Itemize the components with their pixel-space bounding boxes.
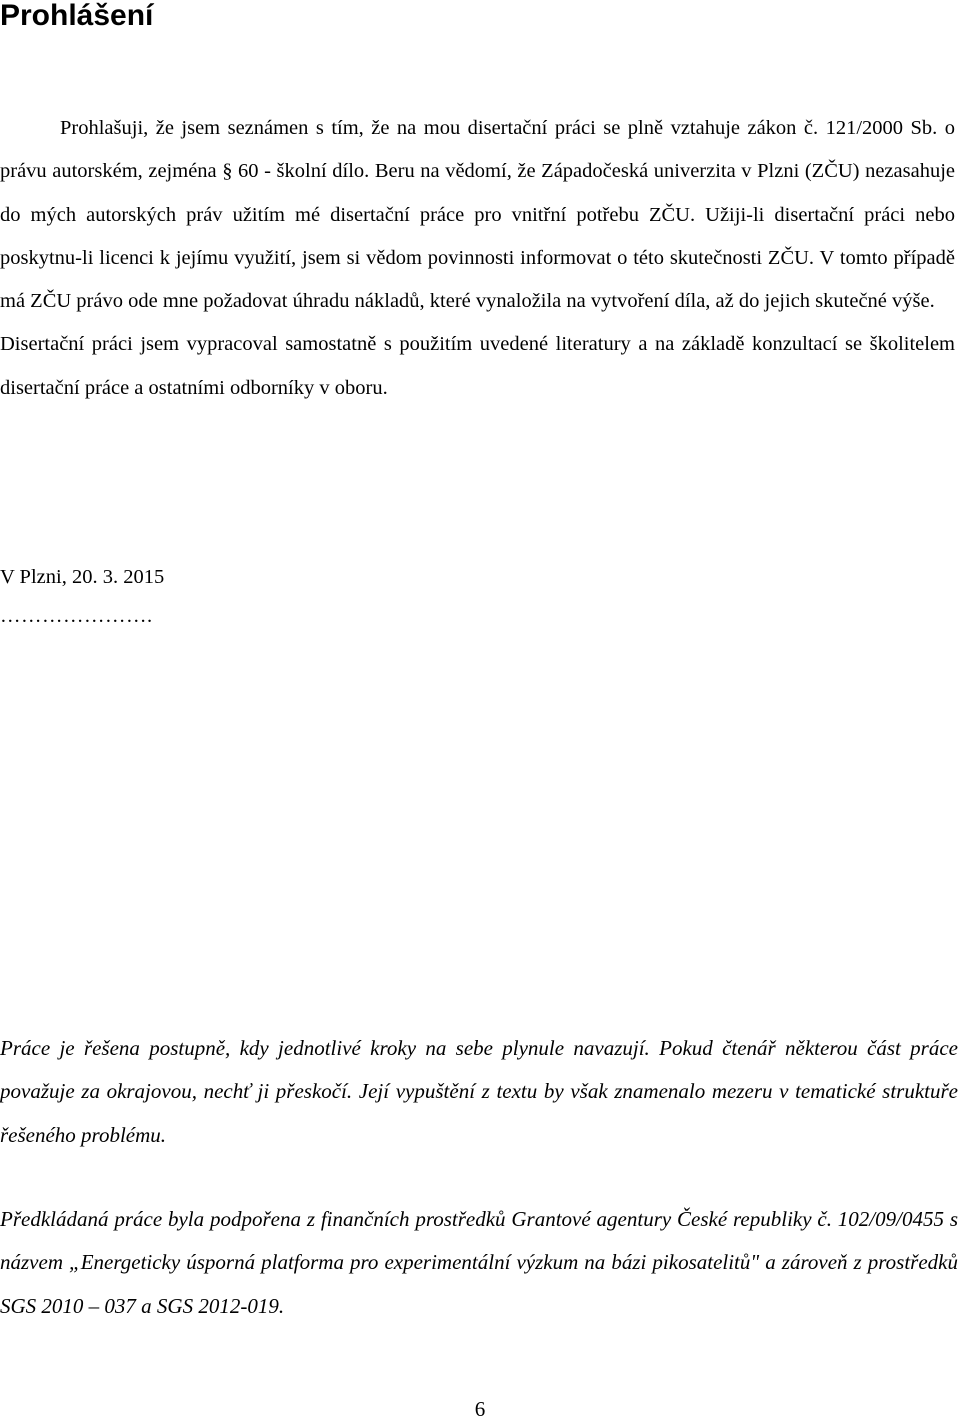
declaration-paragraph-copyright: Prohlašuji, že jsem seznámen s tím, že na mou disertační práci se plně vztahuje zákon č. 121/2000 Sb. o právu autorském, zejména § 60 - školní dílo. Beru na vědomí, že Západočeská univerzita v Plzni (ZČU) nezasahuje do mých autorských práv užitím mé disertační práce pro vnitřní potřebu ZČU. Užiji-li disertační práci nebo poskytnu-li licenci k jejímu využití, jsem si vědom povinnosti informovat o této skutečnosti ZČU. V tomto případě má ZČU právo ode mne požadovat úhradu nákladů, které vynaložila na vytvoření díla, až do jejich skutečné výše. xyxy=(0,117,955,313)
reading-note: Práce je řešena postupně, kdy jednotlivé kroky na sebe plynule navazují. Pokud čtenář některou část práce považuje za okrajovou, nechť ji přeskočí. Její vypuštění z textu by však znamenalo mezeru v tematické struktuře řešeného problému. xyxy=(0,1036,958,1147)
page-number: 6 xyxy=(474,1397,486,1421)
signature-line: …………………. xyxy=(0,605,153,627)
place-and-date: V Plzni, 20. 3. 2015 xyxy=(0,566,165,588)
declaration-text xyxy=(0,107,955,410)
funding-acknowledgement: Předkládaná práce byla podpořena z finančních prostředků Grantové agentury České republiky č. 102/09/0455 s názvem „Energeticky úsporná platforma pro experimentální výzkum na bázi pikosatelitů" a zároveň z prostředků SGS 2010 – 037 a SGS 2012-019. xyxy=(0,1207,958,1318)
page-title: Prohlášení xyxy=(0,0,154,32)
declaration-paragraph-authorship: Disertační práci jsem vypracoval samostatně s použitím uvedené literatury a na základě konzultací se školitelem disertační práce a ostatními odborníky v oboru. xyxy=(0,333,955,399)
